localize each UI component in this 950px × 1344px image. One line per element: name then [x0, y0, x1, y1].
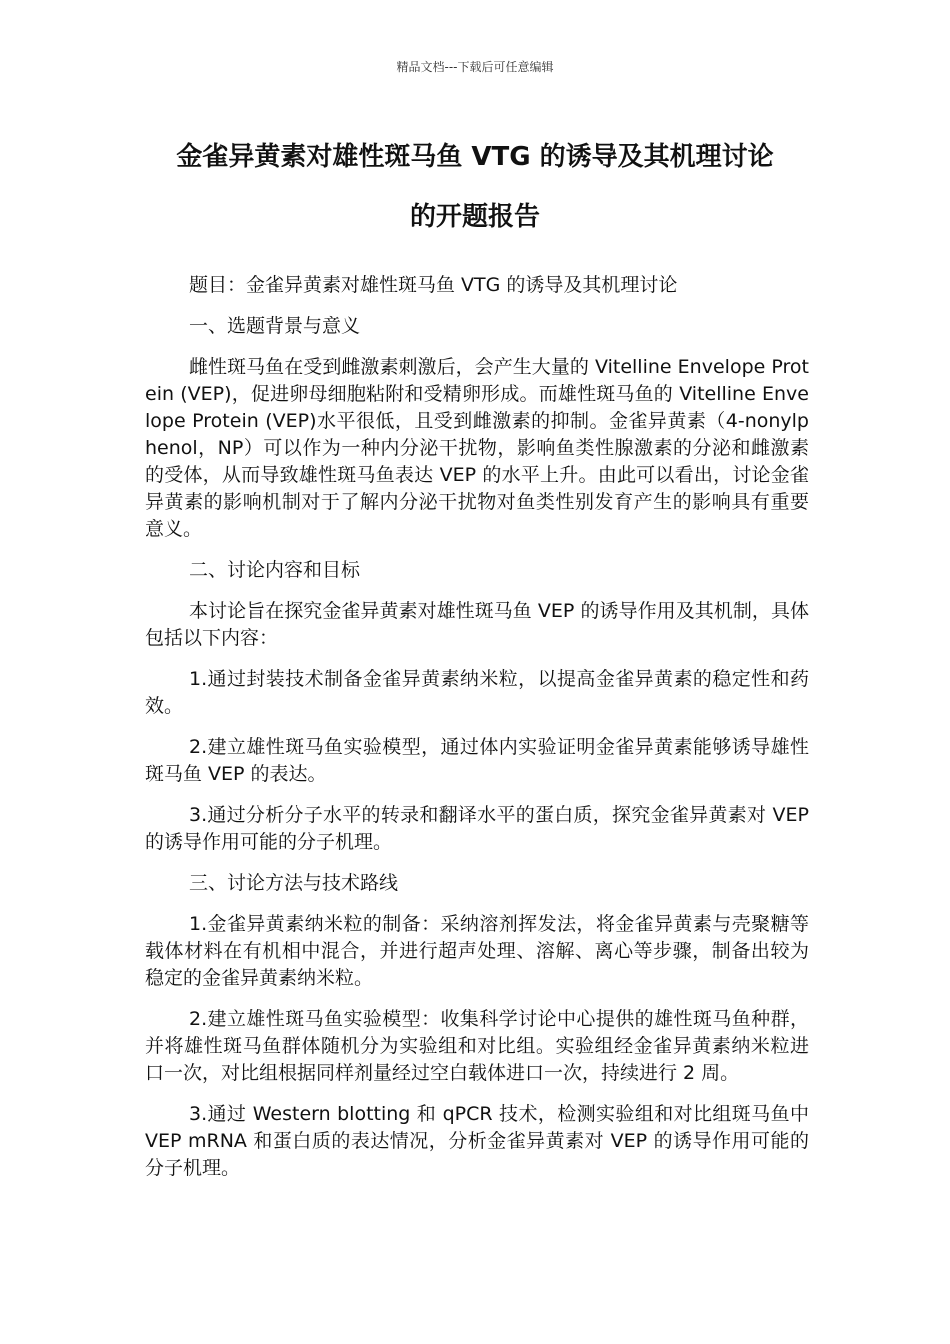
document-title-line-1: 金雀异黄素对雄性斑马鱼 VTG 的诱导及其机理讨论: [176, 142, 774, 172]
section-heading-background: 一、选题背景与意义: [189, 315, 361, 337]
content-item-3: 3.通过分析分子水平的转录和翻译水平的蛋白质，探究金雀异黄素对 VEP 的诱导作用可能的分子机理。: [145, 804, 809, 853]
section-heading-content-goals: 二、讨论内容和目标: [189, 559, 361, 581]
method-item-1: 1.金雀异黄素纳米粒的制备：采纳溶剂挥发法，将金雀异黄素与壳聚糖等载体材料在有机相中混合，并进行超声处理、溶解、离心等步骤，制备出较为稳定的金雀异黄素纳米粒。: [145, 913, 809, 989]
background-paragraph: 雌性斑马鱼在受到雌激素刺激后，会产生大量的 Vitelline Envelope Protein (VEP)，促进卵母细胞粘附和受精卵形成。而雄性斑马鱼的 Vitelline Envelope Protein (VEP)水平很低，且受到雌激素的抑制。金雀异黄素（4-nonylphenol，NP）可以作为一种内分泌干扰物，影响鱼类性腺激素的分泌和雌激素的受体，从而导致雄性斑马鱼表达 VEP 的水平上升。由此可以看出，讨论金雀异黄素的影响机制对于了解内分泌干扰物对鱼类性别发育产生的影响具有重要意义。: [145, 356, 809, 540]
method-item-2: 2.建立雄性斑马鱼实验模型：收集科学讨论中心提供的雄性斑马鱼种群，并将雄性斑马鱼群体随机分为实验组和对比组。实验组经金雀异黄素纳米粒进口一次，对比组根据同样剂量经过空白载体进口一次，持续进行 2 周。: [145, 1008, 809, 1084]
document-title-line-2: 的开题报告: [409, 202, 540, 232]
header-note: 精品文档---下载后可任意编辑: [396, 60, 554, 74]
content-item-1: 1.通过封装技术制备金雀异黄素纳米粒，以提高金雀异黄素的稳定性和药效。: [145, 668, 809, 717]
method-item-3: 3.通过 Western blotting 和 qPCR 技术，检测实验组和对比组斑马鱼中 VEP mRNA 和蛋白质的表达情况，分析金雀异黄素对 VEP 的诱导作用可能的分子机理。: [145, 1103, 809, 1179]
section-heading-methods: 三、讨论方法与技术路线: [189, 872, 399, 894]
topic-line: 题目：金雀异黄素对雄性斑马鱼 VTG 的诱导及其机理讨论: [189, 274, 678, 296]
content-item-2: 2.建立雄性斑马鱼实验模型，通过体内实验证明金雀异黄素能够诱导雄性斑马鱼 VEP 的表达。: [145, 736, 809, 785]
content-intro-paragraph: 本讨论旨在探究金雀异黄素对雄性斑马鱼 VEP 的诱导作用及其机制，具体包括以下内容：: [145, 600, 809, 649]
document-body: [145, 272, 809, 1196]
